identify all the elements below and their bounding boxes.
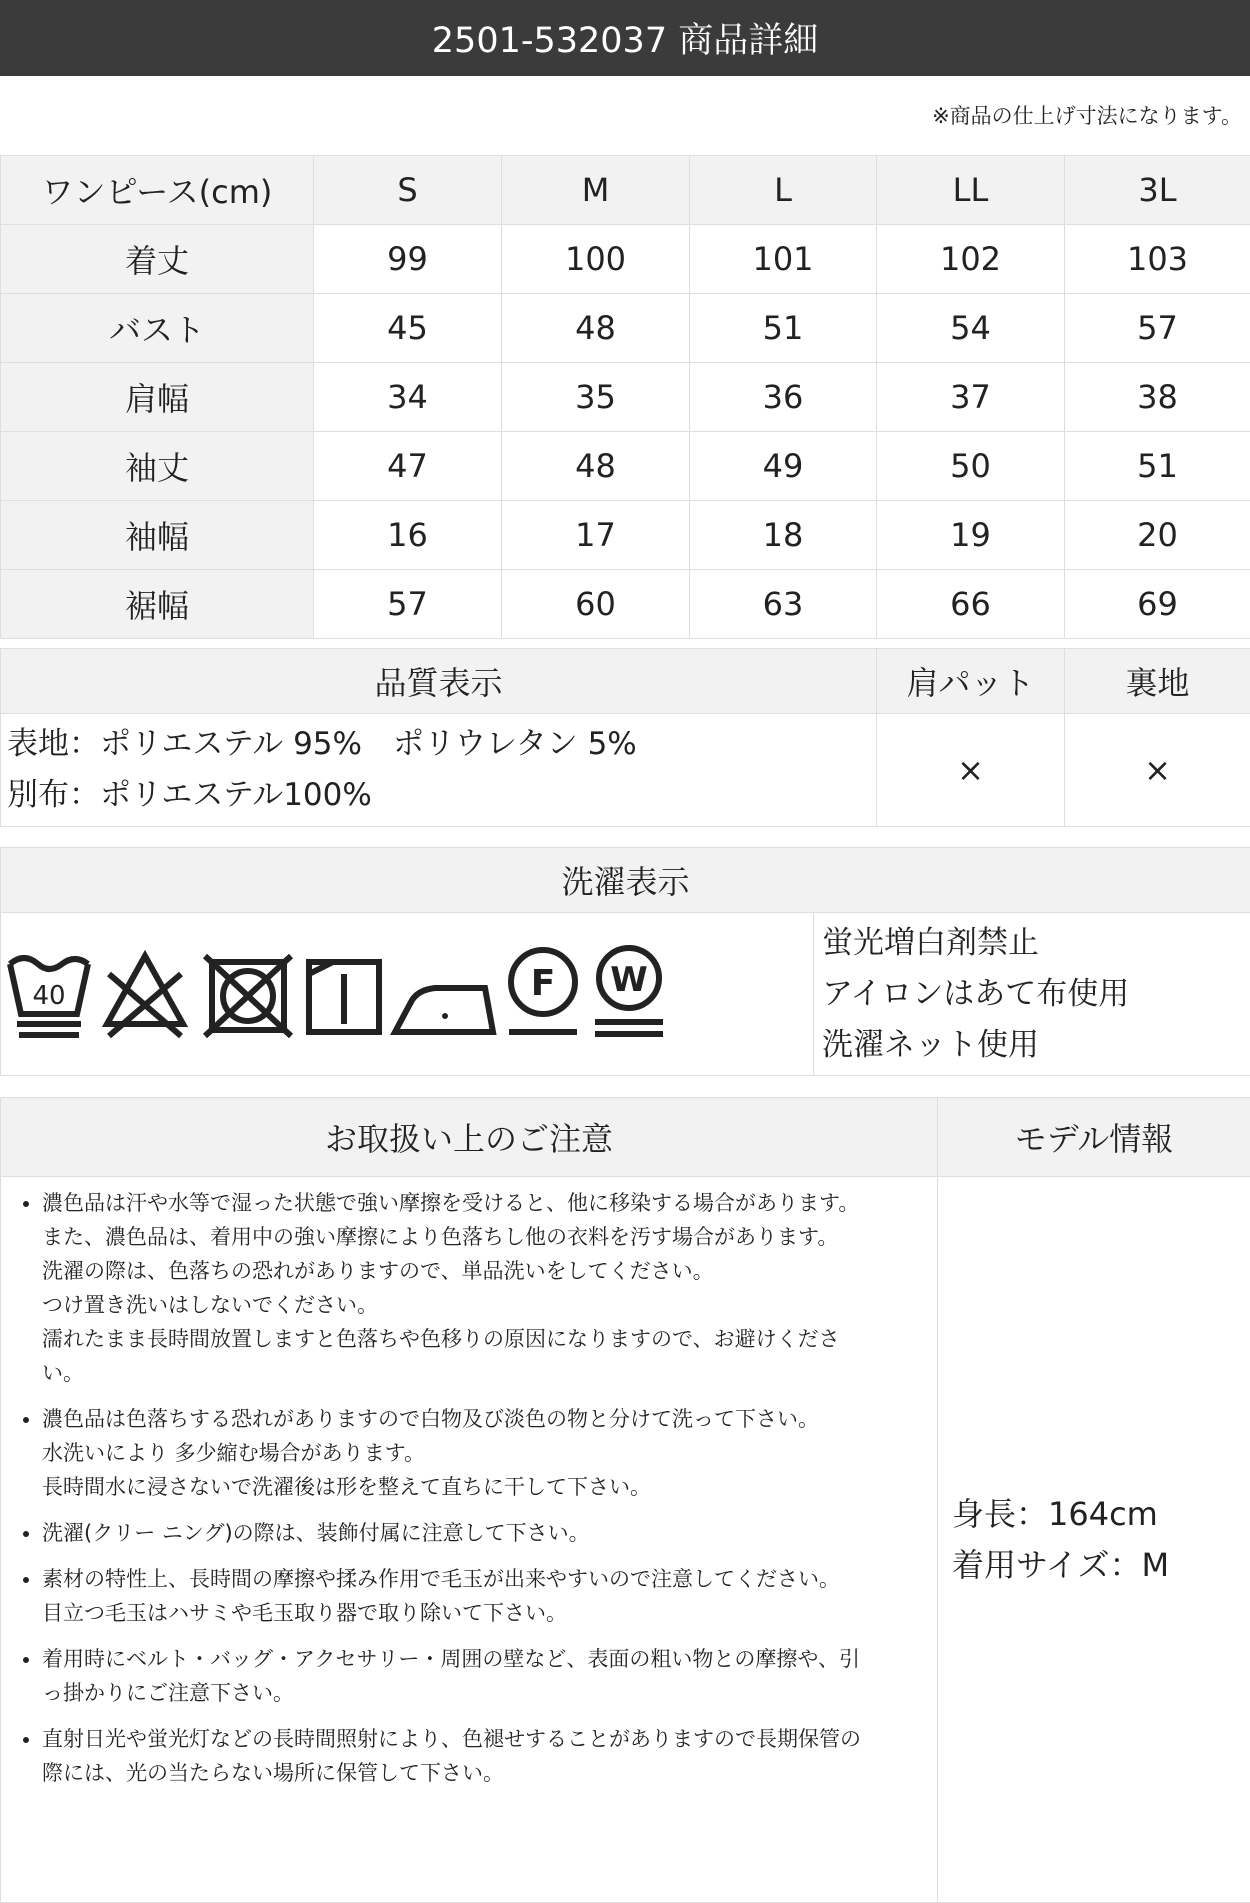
measurement-note: ※商品の仕上げ寸法になります。 xyxy=(932,100,1242,130)
size-cell: 102 xyxy=(877,225,1065,294)
size-table-corner: ワンピース(cm) xyxy=(1,156,314,225)
size-cell: 49 xyxy=(690,432,877,501)
size-col-header: L xyxy=(690,156,877,225)
list-item: • 濃色品は色落ちする恐れがありますので白物及び淡色の物と分けて洗って下さい。 水洗いにより 多少縮む場合があります。 長時間水に浸さないで洗濯後は形を整えて直ちに干して下さい。 xyxy=(42,1402,924,1504)
wash-note: アイロンはあて布使用 xyxy=(822,969,1249,1020)
size-cell: 69 xyxy=(1065,570,1250,639)
care-list xyxy=(2,1178,936,1790)
size-cell: 36 xyxy=(690,363,877,432)
page-header xyxy=(0,0,1250,76)
size-cell: 45 xyxy=(314,294,502,363)
model-info-cell xyxy=(938,1177,1250,1903)
size-cell: 57 xyxy=(1065,294,1250,363)
list-item: • 濃色品は汗や水等で湿った状態で強い摩擦を受けると、他に移染する場合があります。 また、濃色品は、着用中の強い摩擦により色落ちし他の衣料を汚す場合があります。 洗濯の際は、色落ちの恐れがありますので、単品洗いをしてください。 つけ置き洗いはしないでください。 濡れたまま長時間放置しますと色落ちや色移りの原因になりますので、お避けくださ い。 xyxy=(42,1186,924,1390)
size-cell: 50 xyxy=(877,432,1065,501)
size-cell: 17 xyxy=(502,501,690,570)
care-list-cell xyxy=(1,1177,938,1903)
list-item: • 着用時にベルト・バッグ・アクセサリー・周囲の壁など、表面の粗い物との摩擦や、引 っ掛かりにご注意下さい。 xyxy=(42,1642,924,1710)
row-label: 肩幅 xyxy=(1,363,314,432)
size-cell: 19 xyxy=(877,501,1065,570)
wash-icons-cell xyxy=(1,913,814,1076)
lining-value: × xyxy=(1065,714,1250,827)
lining-header: 裏地 xyxy=(1065,649,1250,714)
size-cell: 99 xyxy=(314,225,502,294)
svg-text:F: F xyxy=(531,963,556,1004)
size-cell: 66 xyxy=(877,570,1065,639)
table-row xyxy=(1,294,1250,363)
wash-notes-cell xyxy=(814,913,1250,1076)
no-bleach-icon xyxy=(107,956,183,1036)
wash-header: 洗濯表示 xyxy=(1,848,1250,913)
size-cell: 101 xyxy=(690,225,877,294)
care-symbols xyxy=(7,944,667,1044)
model-size: 着用サイズ：M xyxy=(952,1540,1249,1591)
size-cell: 38 xyxy=(1065,363,1250,432)
shoulder-pad-value: × xyxy=(877,714,1065,827)
care-body-row xyxy=(1,1177,1250,1903)
wash-row xyxy=(1,913,1250,1076)
svg-text:40: 40 xyxy=(32,981,65,1011)
size-cell: 47 xyxy=(314,432,502,501)
size-cell: 51 xyxy=(690,294,877,363)
wash-header-row xyxy=(1,848,1250,913)
row-label: 袖丈 xyxy=(1,432,314,501)
size-cell: 37 xyxy=(877,363,1065,432)
quality-header-row xyxy=(1,649,1250,714)
material-cell xyxy=(1,714,877,827)
size-col-header: M xyxy=(502,156,690,225)
svg-text:W: W xyxy=(610,960,648,1000)
table-row xyxy=(1,363,1250,432)
table-row xyxy=(1,501,1250,570)
size-table xyxy=(0,155,1250,639)
size-cell: 16 xyxy=(314,501,502,570)
care-table xyxy=(0,1097,1250,1903)
care-header-row xyxy=(1,1098,1250,1177)
size-header-row xyxy=(1,156,1250,225)
wash-note: 洗濯ネット使用 xyxy=(822,1020,1249,1071)
size-cell: 18 xyxy=(690,501,877,570)
wet-clean-w-icon xyxy=(595,948,663,1034)
size-cell: 48 xyxy=(502,294,690,363)
iron-low-icon xyxy=(395,988,493,1032)
quality-row xyxy=(1,714,1250,827)
care-header: お取扱い上のご注意 xyxy=(1,1098,938,1177)
size-cell: 103 xyxy=(1065,225,1250,294)
wash-note: 蛍光増白剤禁止 xyxy=(822,918,1249,969)
size-cell: 51 xyxy=(1065,432,1250,501)
size-cell: 57 xyxy=(314,570,502,639)
wash-table xyxy=(0,847,1250,1076)
size-col-header: 3L xyxy=(1065,156,1250,225)
size-col-header: S xyxy=(314,156,502,225)
list-item: • 直射日光や蛍光灯などの長時間照射により、色褪せすることがありますので長期保管の 際には、光の当たらない場所に保管して下さい。 xyxy=(42,1722,924,1790)
size-cell: 34 xyxy=(314,363,502,432)
material-line: 別布：ポリエステル100% xyxy=(7,770,875,821)
wash-40-icon xyxy=(10,958,88,1035)
line-dry-shade-icon xyxy=(309,962,379,1032)
quality-table xyxy=(0,648,1250,827)
model-header: モデル情報 xyxy=(938,1098,1250,1177)
material-line: 表地：ポリエステル 95% ポリウレタン 5% xyxy=(7,719,875,770)
row-label: 裾幅 xyxy=(1,570,314,639)
size-cell: 20 xyxy=(1065,501,1250,570)
row-label: 袖幅 xyxy=(1,501,314,570)
page-title: 2501-532037 商品詳細 xyxy=(432,13,818,63)
table-row xyxy=(1,225,1250,294)
size-cell: 48 xyxy=(502,432,690,501)
model-height: 身長：164cm xyxy=(952,1489,1249,1540)
list-item: • 洗濯(クリー ニング)の際は、装飾付属に注意して下さい。 xyxy=(42,1516,924,1550)
size-cell: 35 xyxy=(502,363,690,432)
row-label: 着丈 xyxy=(1,225,314,294)
no-tumble-dry-icon xyxy=(205,956,291,1036)
table-row xyxy=(1,432,1250,501)
size-cell: 60 xyxy=(502,570,690,639)
dry-clean-f-icon xyxy=(509,950,577,1032)
size-cell: 54 xyxy=(877,294,1065,363)
shoulder-pad-header: 肩パット xyxy=(877,649,1065,714)
list-item: • 素材の特性上、長時間の摩擦や揉み作用で毛玉が出来やすいので注意してください。 目立つ毛玉はハサミや毛玉取り器で取り除いて下さい。 xyxy=(42,1562,924,1630)
table-row xyxy=(1,570,1250,639)
size-cell: 100 xyxy=(502,225,690,294)
row-label: バスト xyxy=(1,294,314,363)
size-cell: 63 xyxy=(690,570,877,639)
quality-header: 品質表示 xyxy=(1,649,877,714)
size-col-header: LL xyxy=(877,156,1065,225)
